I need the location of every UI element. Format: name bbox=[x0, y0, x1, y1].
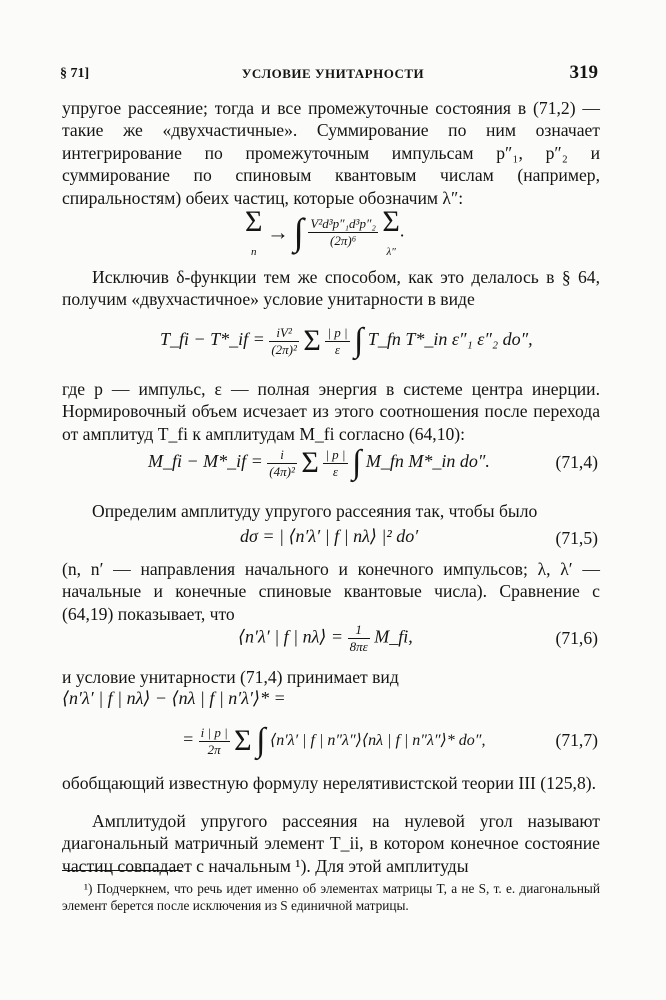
equation-number-71-7: (71,7) bbox=[555, 730, 598, 750]
paragraph-1: упругое рассеяние; тогда и все промежуточные состояния в (71,2) — такие же «двухчастичные». Суммирование по ним означает интегрирование по промежуточным импульсам p″₁, p″₂ и суммирование по спиновым квантовым числам (например, спиральностям) обеих частиц, которые обозначим λ″: bbox=[62, 98, 600, 208]
sum-symbol-3: Σ bbox=[303, 324, 321, 357]
m-lhs: M_fi − M*_if = bbox=[148, 451, 263, 472]
paragraph-8: Амплитудой упругого рассеяния на нулевой угол называют диагональный матричный элемент T_ii, в котором конечное состояние частиц совпадает с начальным ¹). Для этой амплитуды bbox=[62, 811, 600, 876]
footnote-rule bbox=[62, 870, 182, 871]
u7-frac-num: i | p | bbox=[200, 724, 228, 740]
unit-frac2-num: | p | bbox=[327, 324, 348, 340]
integral-symbol-4: ∫ bbox=[256, 722, 266, 759]
unit-frac1-num: iV² bbox=[269, 325, 299, 342]
section-marker: § 71] bbox=[60, 66, 90, 81]
sum-fraction-num: V²d³p″₁d³p″₂ bbox=[310, 216, 376, 231]
unit-lhs: T_fi − T*_if = bbox=[160, 329, 265, 350]
integral-symbol: ∫ bbox=[293, 211, 304, 254]
sum-index: n bbox=[250, 246, 257, 258]
m-frac2-num: | p | bbox=[325, 446, 346, 462]
paragraph-7: обобщающий известную формулу нерелятивистской теории III (125,8). bbox=[62, 773, 597, 793]
u7-eq-sign: = bbox=[182, 729, 195, 750]
integral-symbol-2: ∫ bbox=[354, 322, 364, 359]
equation-u7-line1: ⟨n′λ′ | f | nλ⟩ − ⟨nλ | f | n′λ′⟩* = bbox=[62, 688, 286, 708]
amp-lhs: ⟨n′λ′ | f | nλ⟩ = bbox=[238, 626, 344, 647]
equation-u7-line2 bbox=[182, 722, 485, 760]
equation-number-71-5: (71,5) bbox=[555, 528, 598, 548]
paragraph-3: где p — импульс, ε — полная энергия в системе центра инерции. Нормировочный объем исчезает из этого соотношения после перехода от амплитуд T_fi к амплитудам M_fi согласно (64,10): bbox=[62, 379, 600, 444]
amp-rhs: M_fi, bbox=[374, 626, 413, 647]
integral-symbol-3: ∫ bbox=[352, 444, 362, 481]
u7-frac-den: 2π bbox=[207, 741, 221, 757]
sum-symbol-5: Σ bbox=[234, 724, 252, 757]
unit-frac2-den: ε bbox=[334, 341, 341, 357]
m-frac2-den: ε bbox=[332, 463, 338, 479]
sum-index-2: λ″ bbox=[386, 246, 396, 258]
amp-frac-den: 8πε bbox=[349, 639, 368, 654]
equation-number-71-4: (71,4) bbox=[555, 452, 598, 472]
equation-unitarity-t bbox=[160, 322, 533, 360]
paragraph-6: и условие унитарности (71,4) принимает вид bbox=[62, 667, 399, 687]
equation-amplitude bbox=[238, 622, 413, 655]
sum-symbol: Σ bbox=[245, 205, 263, 238]
m-frac1-den: (4π)² bbox=[269, 463, 295, 479]
page-number: 319 bbox=[569, 62, 598, 83]
unit-frac1-den: (2π)² bbox=[271, 341, 297, 357]
paragraph-4: Определим амплитуду упругого рассеяния так, чтобы было bbox=[92, 501, 538, 521]
arrow: → bbox=[266, 219, 289, 245]
sum-symbol-4: Σ bbox=[301, 446, 319, 479]
equation-number-71-6: (71,6) bbox=[555, 628, 598, 648]
m-rhs: M_fn M*_in do″. bbox=[365, 451, 490, 472]
sum-fraction bbox=[308, 216, 378, 249]
sum-symbol-2: Σ bbox=[382, 205, 400, 238]
equation-sum: Σ n → ∫ $\frac{\text{V²d³p″₁d³p″₂}}{\text{(2π)⁶}}$ Σ λ″. bbox=[245, 205, 405, 258]
unit-rhs: T_fn T*_in ε″₁ ε″₂ do″, bbox=[367, 329, 533, 350]
amp-frac-num: 1 bbox=[348, 622, 370, 639]
paragraph-2: Исключив δ-функции тем же способом, как это делалось в § 64, получим «двухчастичное» условие унитарности в виде bbox=[62, 267, 600, 310]
m-frac1-num: i bbox=[267, 447, 297, 464]
paragraph-5: (n, n′ — направления начального и конечного импульсов; λ, λ′ — начальные и конечные спиновые квантовые числа). Сравнение с (64,19) показывает, что bbox=[62, 559, 600, 624]
u7-rhs: ⟨n′λ′ | f | n″λ″⟩⟨nλ | f | n″λ″⟩* do″, bbox=[269, 732, 486, 750]
equation-dsigma: dσ = | ⟨n′λ′ | f | nλ⟩ |² do′ bbox=[240, 526, 419, 546]
sum-fraction-den: (2π)⁶ bbox=[330, 233, 357, 248]
footnote bbox=[62, 880, 600, 914]
running-title: УСЛОВИЕ УНИТАРНОСТИ bbox=[241, 66, 425, 81]
footnote-text: ¹) Подчеркнем, что речь идет именно об элементах матрицы T, а не S, т. е. диагональный элемент берется после исключения из S единичной матрицы. bbox=[62, 881, 600, 913]
equation-m bbox=[148, 444, 490, 482]
